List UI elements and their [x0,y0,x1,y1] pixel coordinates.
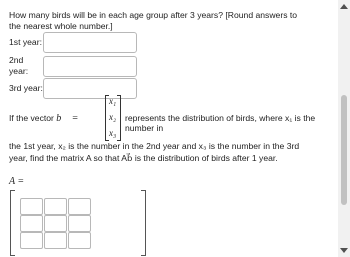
answer-row-1st-year [9,32,137,53]
answer-row-2nd-year [9,55,137,77]
matrix-cell-1-2[interactable] [44,198,67,215]
scrollbar-thumb[interactable] [341,95,347,205]
matrix-cell-3-1[interactable] [20,232,43,249]
matrix-cell-1-1[interactable] [20,198,43,215]
matrix-cell-2-3[interactable] [68,215,91,232]
vector-suffix-text: represents the distribution of birds, where x₁ is the number in [125,113,316,133]
vector-entry-x2: x₂ [109,112,117,122]
matrix-cell-2-2[interactable] [44,215,67,232]
vector-entry-x1: x₁ [109,96,117,106]
scroll-down-arrow-icon[interactable] [340,248,348,253]
matrix-A [10,190,146,254]
matrix-label: A = [9,176,25,187]
matrix-cell-3-2[interactable] [44,232,67,249]
answer-input-1st-year[interactable] [43,32,137,53]
answer-label: 1st year: [9,37,42,47]
question-prompt: How many birds will be in each age group after 3 years? [Round answers to the nearest whole number.] [9,10,298,31]
matrix-cell-2-1[interactable] [20,215,43,232]
answer-label: 3rd year: [9,83,43,93]
vector-entry-x3: x₃ [109,128,117,138]
vector-prefix-text: If the vector b⃗ = [9,113,79,124]
matrix-cell-3-3[interactable] [68,232,91,249]
answer-label: 2nd year: [9,55,29,76]
vertical-scrollbar[interactable] [338,0,350,257]
matrix-cell-1-3[interactable] [68,198,91,215]
scroll-up-arrow-icon[interactable] [340,4,348,9]
column-vector-b [105,95,121,139]
vector-definition [9,95,329,141]
answer-input-2nd-year[interactable] [43,56,137,77]
instruction-text: the 1st year, x₂ is the number in the 2nd year and x₃ is the number in the 3rd year, find the matrix A so that Ab⃗ is the distribution of birds after 1 year. [9,141,300,163]
